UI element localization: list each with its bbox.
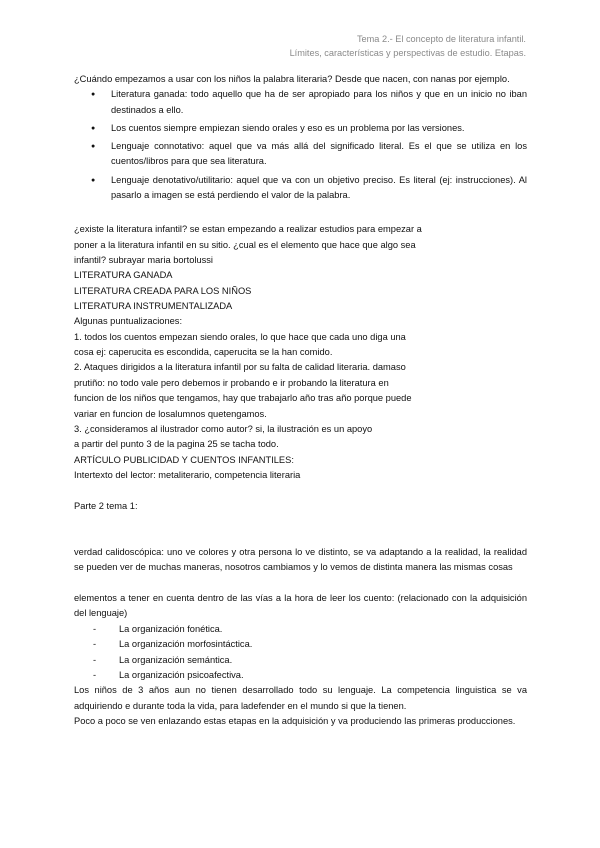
note-line: 1. todos los cuentos empezan siendo orales, lo que hace que cada uno diga una — [74, 331, 406, 342]
note-line: LITERATURA INSTRUMENTALIZADA — [74, 301, 233, 312]
list-item: - La organización fonética. — [74, 622, 527, 637]
note-line: LITERATURA GANADA — [74, 270, 173, 281]
note-line: 2. Ataques dirigidos a la literatura infantil por su falta de calidad literaria. damaso — [74, 362, 406, 373]
intro-paragraph: ¿Cuándo empezamos a usar con los niños la palabra literaria? Desde que nacen, con nanas por ejemplo. — [74, 74, 510, 84]
note-line: poner a la literatura infantil en su sitio. ¿cual es el elemento que hace que algo sea — [74, 239, 416, 250]
page-header — [290, 32, 526, 60]
definitions-list — [74, 87, 527, 203]
list-item: - La organización morfosintáctica. — [74, 637, 527, 652]
closing-paragraph: Poco a poco se ven enlazando estas etapas en la adquisición y va produciendo las primeras producciones. — [74, 715, 516, 726]
spacer — [74, 575, 527, 591]
note-line: variar en funcion de losalumnos quetengamos. — [74, 408, 267, 419]
note-line: infantil? subrayar maria bortolussi — [74, 255, 213, 266]
verdad-paragraph: verdad calidoscópica: uno ve colores y otra persona lo ve distinto, se va adaptando a la realidad, la realidad se pueden ver de muchas maneras, nosotros cambiamos y lo vemos de distinta manera las mismas cosas — [74, 546, 527, 572]
list-item: ● Lenguaje connotativo: aquel que va más allá del significado literal. Es el que se utiliza en los cuentos/libros para que sea literatura. — [74, 139, 527, 170]
header-line-1: Tema 2.- El concepto de literatura infantil. — [356, 34, 526, 44]
list-item: - La organización semántica. — [74, 653, 527, 668]
note-line: 3. ¿consideramos al ilustrador como autor? si, la ilustración es un apoyo — [74, 423, 373, 434]
note-line: Intertexto del lector: metaliterario, competencia literaria — [74, 469, 301, 480]
spacer — [74, 515, 527, 545]
document-body — [74, 72, 527, 729]
note-line: LITERATURA CREADA PARA LOS NIÑOS — [74, 285, 252, 296]
organization-list — [74, 622, 527, 684]
spacer — [74, 483, 527, 499]
note-line: Algunas puntualizaciones: — [74, 316, 183, 327]
header-line-2: Límites, características y perspectivas de estudio. Etapas. — [289, 48, 526, 58]
elementos-paragraph: elementos a tener en cuenta dentro de las vías a la hora de leer los cuento: (relacionado con la adquisición del lenguaje) — [74, 593, 527, 619]
class-notes — [74, 222, 527, 483]
spacer — [74, 206, 527, 222]
list-item: - La organización psicoafectiva. — [74, 668, 527, 683]
list-item: ● Literatura ganada: todo aquello que ha de ser apropiado para los niños y que en un inicio no iban destinados a ello. — [74, 87, 527, 118]
closing-paragraph: Los niños de 3 años aun no tienen desarrollado todo su lenguaje. La competencia linguistica se va adquiriendo e durante toda la vida, para ladefender en el mundo si que la tienen. — [74, 685, 527, 711]
note-line: a partir del punto 3 de la pagina 25 se tacha todo. — [74, 439, 279, 450]
note-line: ¿existe la literatura infantil? se estan empezando a realizar estudios para empezar a — [74, 224, 422, 235]
section-title: Parte 2 tema 1: — [74, 501, 138, 512]
note-line: cosa ej: caperucita es escondida, caperucita se la han comido. — [74, 347, 333, 358]
list-item: ● Los cuentos siempre empiezan siendo orales y eso es un problema por las versiones. — [74, 121, 527, 136]
list-item: ● Lenguaje denotativo/utilitario: aquel que va con un objetivo preciso. Es literal (ej: instrucciones). Al pasarlo a imagen se está perdiendo el valor de la palabra. — [74, 173, 527, 204]
note-line: prutiño: no todo vale pero debemos ir probando e ir probando la literatura en — [74, 377, 389, 388]
note-line: funcion de los niños que tengamos, hay que trabajarlo año tras año porque puede — [74, 393, 412, 404]
note-line: ARTÍCULO PUBLICIDAD Y CUENTOS INFANTILES: — [74, 454, 294, 465]
